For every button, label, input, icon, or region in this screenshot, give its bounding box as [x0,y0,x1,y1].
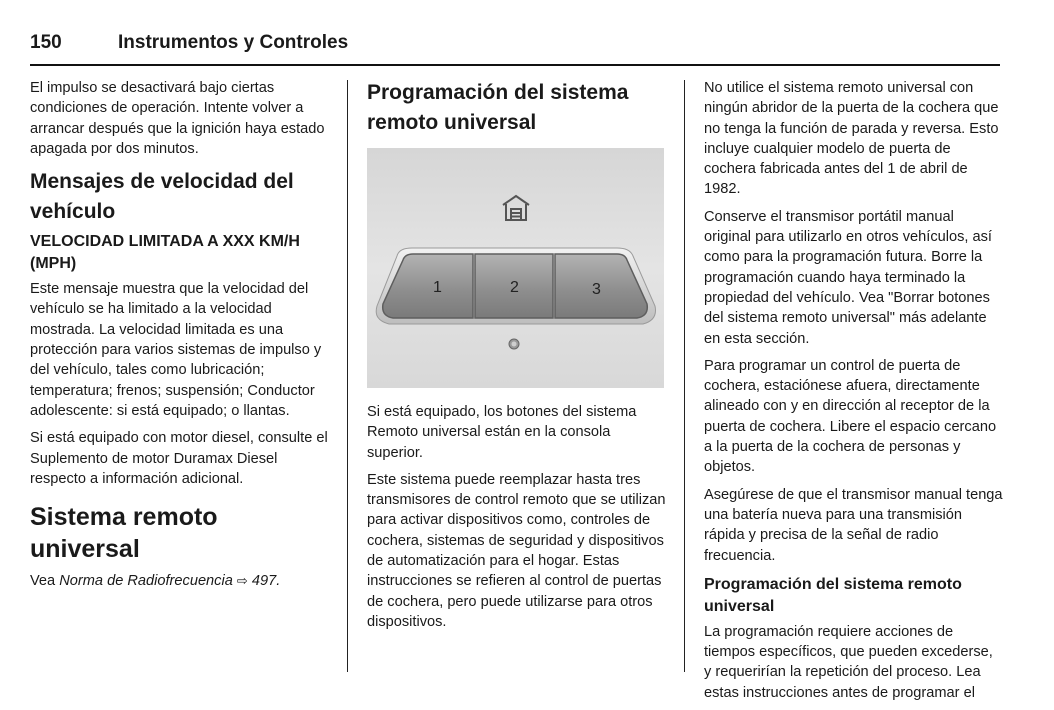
speed-paragraph-2: Si está equipado con motor diesel, consulte el Suplemento de motor Duramax Diesel respecto a información adicional. [30,430,328,487]
page-ref-arrow-icon: ⇨ [236,573,248,589]
intro-paragraph: El impulso se desactivará bajo ciertas condiciones de operación. Intente volver a arrancar después que la ignición haya estado apagada por dos minutos. [30,80,325,157]
programming-heading: Programación del sistema remoto universal [367,81,629,134]
speed-paragraph-1: Este mensaje muestra que la velocidad del vehículo se ha limitado a la velocidad mostrada. La velocidad limitada es una protección para varios sistemas de impulso y del vehículo, tales como lubricación; temperatura; frenos; suspensión; Conductor adolescente: si está equipado; o llantas. [30,281,322,419]
page-number: 150 [30,32,62,53]
button-3-label: 3 [592,281,601,298]
figure-caption: Si está equipado, los botones del sistema Remoto universal están en la consola superior. [367,404,637,461]
keep-transmitter-paragraph: Conserve el transmisor portátil manual original para utilizarlo en otros vehículos, así como para la programación futura. Borre la programación cuando haya terminado la propiedad del vehículo. Vea "Borrar botones del sistema remoto universal" más adelante en esta sección. [704,208,992,347]
programming-paragraph: La programación requiere acciones de tiempos específicos, que pueden excederse, y requerirían la repetición del proceso. Lea estas instrucciones antes de programar el [704,623,993,701]
column-right [704,78,1004,710]
universal-remote-heading: Sistema remoto universal [30,503,218,564]
cross-reference [30,571,330,591]
universal-remote-figure [367,148,664,388]
warning-paragraph: No utilice el sistema remoto universal con ningún abridor de la puerta de la cochera que no tenga la función de parada y reversa. Esto incluye cualquier modelo de puerta de cochera fabricada antes del 1 de abril de 1982. [704,80,999,198]
ref-prefix: Vea [30,573,56,590]
page-header [30,30,1000,66]
system-description: Este sistema puede reemplazar hasta tres transmisores de control remoto que se utilizan para activar dispositivos como, controles de cochera, sistemas de seguridad y dispositivos de automatización para el hogar. Estas instrucciones se refieren al control de puertas de cochera, pero puede utilizarse para otros dispositivos. [367,471,666,630]
column-middle [367,78,667,639]
button-2-label: 2 [510,279,519,296]
column-divider [347,80,348,672]
ref-page: 497. [251,573,281,590]
speed-limited-subheading: VELOCIDAD LIMITADA A XXX KM/H (MPH) [30,233,300,273]
column-divider [684,80,685,672]
speed-messages-heading: Mensajes de velocidad del vehículo [30,170,294,224]
programming-subheading: Programación del sistema remoto universal [704,575,962,615]
parking-paragraph: Para programar un control de puerta de cochera, estaciónese afuera, directamente alineado con y en dirección al receptor de la puerta de cochera. Libere el espacio cercano a la puerta de la cochera de personas y objetos. [704,357,997,476]
overhead-console-illustration [367,148,664,388]
ref-title-link[interactable]: Norma de Radiofrecuencia [59,573,233,590]
section-title: Instrumentos y Controles [118,32,349,53]
column-left [30,78,330,591]
button-1-label: 1 [433,279,442,296]
battery-paragraph: Asegúrese de que el transmisor manual tenga una batería nueva para una transmisión rápida y precisa de la señal de radio frecuencia. [704,486,1003,564]
indicator-led [509,339,519,349]
